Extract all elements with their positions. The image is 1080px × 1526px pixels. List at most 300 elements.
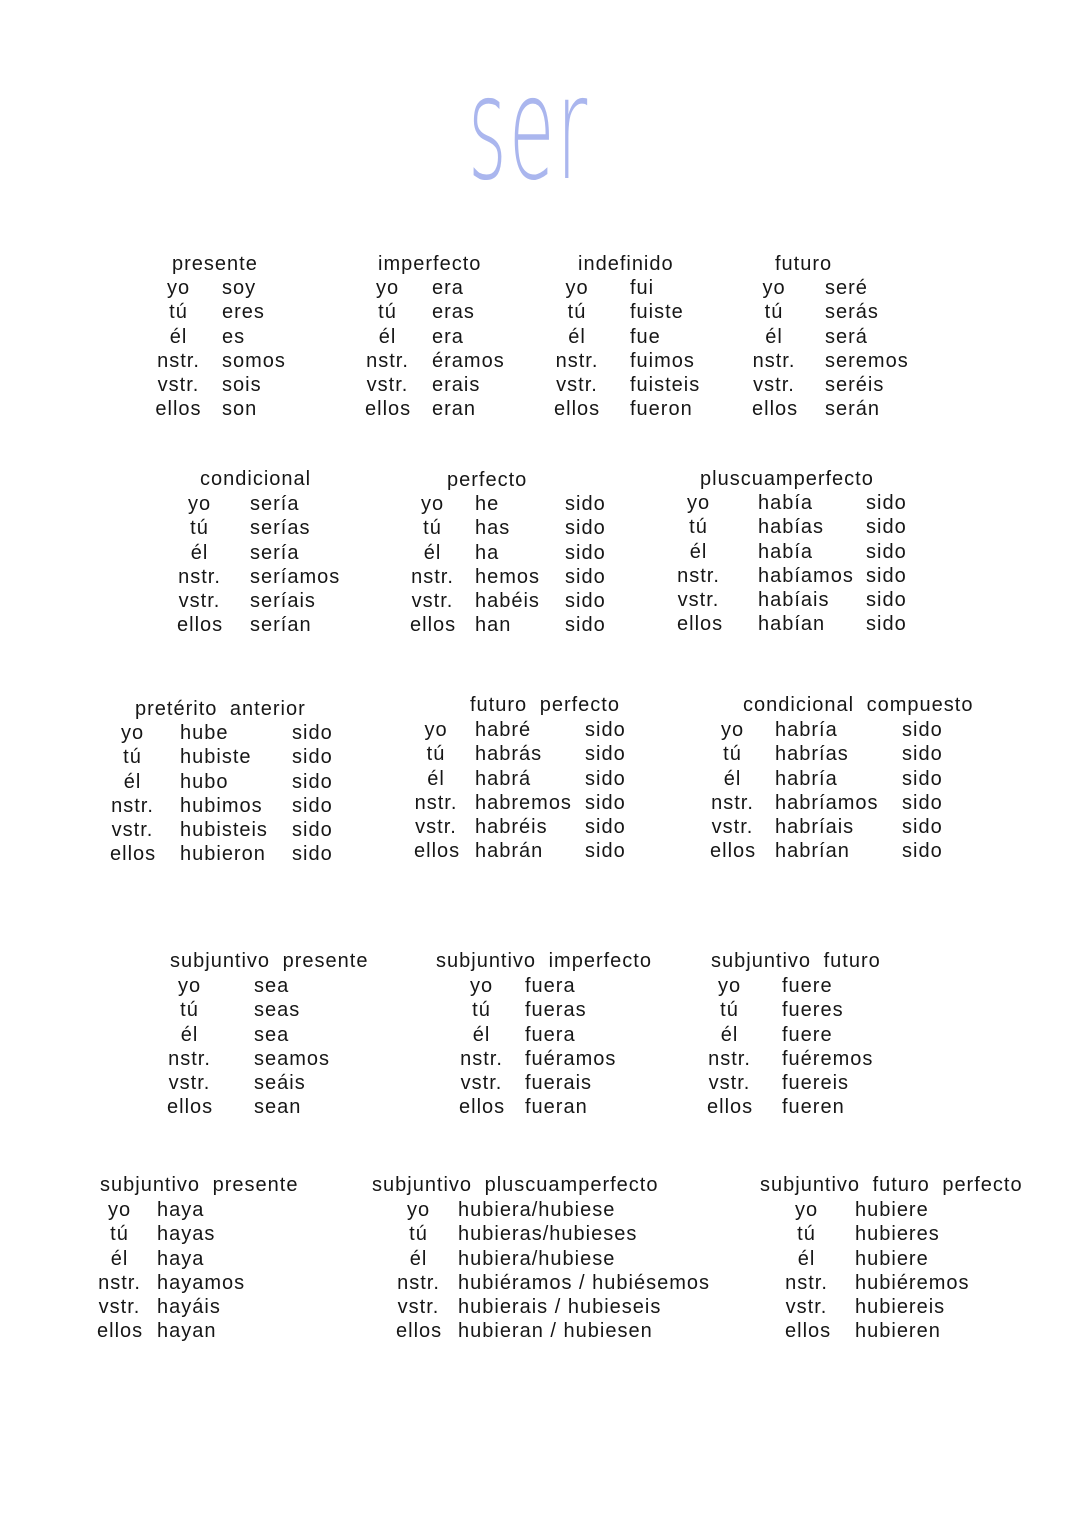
pronoun: vstr. [460,1072,503,1095]
participle: sido [902,743,943,766]
pronoun: ellos [110,843,157,866]
verb-form: hayáis [157,1296,221,1319]
verb-form: son [222,398,258,421]
pronoun: nstr. [460,1047,503,1070]
participle: sido [866,516,907,539]
participle: sido [585,791,626,814]
conjugation-row [710,815,1040,839]
tense-heading: subjuntivo imperfecto [436,950,652,972]
pronoun: nstr. [157,349,200,372]
conjugation-row [97,1198,427,1222]
pronoun: yo [420,493,445,515]
conjugation-list [396,1198,726,1344]
pronoun: nstr. [411,565,454,588]
pronoun: yo [469,975,494,997]
verb-form: fuera [525,975,576,997]
verb-form: hubiéramos / hubiésemos [458,1271,711,1294]
pronoun: yo [120,722,145,744]
verb-form: había [758,492,814,514]
conjugation-row [752,300,1080,324]
pronoun: vstr. [711,816,754,839]
conjugation-list [707,974,1037,1120]
pronoun: vstr. [708,1072,751,1095]
participle: sido [902,791,943,814]
verb-form: sería [250,493,300,515]
pronoun: yo [565,277,589,299]
conjugation-row [167,1047,497,1071]
verb-form: hubiere [855,1199,929,1221]
pronoun: él [110,1247,129,1270]
conjugation-row [752,325,1080,349]
tense-heading: imperfecto [378,253,482,275]
conjugation-row [707,1071,1037,1095]
conjugation-row [707,1047,1037,1071]
verb-form: fueron [630,398,693,421]
conjugation-row [710,742,1040,766]
participle: sido [292,746,333,769]
verb-form: hubierais / hubieseis [458,1296,662,1319]
verb-form: he [475,493,500,515]
conjugation-row [167,1023,497,1047]
conjugation-row [396,1319,726,1343]
pronoun: ellos [155,398,202,421]
pronoun: ellos [677,613,724,636]
verb-form: era [432,325,464,348]
participle: sido [292,770,333,793]
conjugation-list [167,974,497,1120]
conjugation-row [677,491,1007,515]
verb-form: habías [758,516,825,539]
conjugation-row [710,767,1040,791]
conjugation-row [414,839,744,863]
pronoun: él [409,1247,428,1270]
verb-form: hemos [475,565,541,588]
pronoun: él [568,325,586,348]
verb-form: hubo [180,770,229,793]
verb-form: fueren [782,1096,845,1119]
verb-form: fue [630,325,661,348]
pronoun: yo [794,1199,819,1221]
verb-form: hubieran / hubiesen [458,1320,653,1343]
conjugation-row [97,1271,427,1295]
pronoun: tú [797,1223,816,1246]
pronoun: tú [426,743,446,766]
pronoun: ellos [410,614,457,637]
conjugation-row [414,791,744,815]
verb-form: hayamos [157,1271,246,1294]
verb-form: hubieren [855,1320,941,1343]
conjugation-row [97,1295,427,1319]
conjugation-row [414,767,744,791]
pronoun: él [169,325,188,348]
verb-form: hube [180,722,229,744]
verb-form: fuéramos [525,1047,617,1070]
conjugation-row [752,373,1080,397]
verb-form: soy [222,277,257,299]
conjugation-row [785,1295,1080,1319]
pronoun: él [423,541,442,564]
verb-form: seamos [254,1047,331,1070]
tense-heading: futuro perfecto [470,694,620,716]
pronoun: yo [686,492,711,514]
pronoun: vstr. [415,816,457,839]
pronoun: vstr. [397,1296,440,1319]
verb-form: fuiste [630,301,684,324]
verb-form: ha [475,541,500,564]
verb-form: hubimos [180,794,263,817]
pronoun: ellos [710,840,757,863]
pronoun: ellos [785,1320,832,1343]
verb-form: habré [475,719,532,741]
pronoun: vstr. [98,1296,141,1319]
participle: sido [565,493,606,515]
verb-form: hayan [157,1320,217,1343]
verb-form: hubieras/hubieses [458,1223,638,1246]
pronoun: nstr. [555,349,599,372]
tense-heading: subjuntivo presente [100,1174,299,1196]
verb-form: habrá [475,767,532,790]
pronoun: tú [378,301,397,324]
pronoun: tú [723,743,742,766]
conjugation-row [97,1222,427,1246]
participle: sido [585,767,626,790]
verb-form: fuéremos [782,1047,874,1070]
pronoun: él [797,1247,816,1270]
verb-form: seremos [825,349,909,372]
pronoun: yo [762,277,786,299]
pronoun: él [378,325,397,348]
pronoun: nstr. [711,791,754,814]
tense-heading: subjuntivo pluscuamperfecto [372,1174,659,1196]
tense-heading: futuro [775,253,833,275]
tense-heading: subjuntivo presente [170,950,369,972]
verb-form: fuerais [525,1072,593,1095]
verb-form: fuere [782,975,833,997]
verb-form: sean [254,1096,302,1119]
conjugation-row [110,745,440,769]
conjugation-row [707,974,1037,998]
verb-form: habíamos [758,564,854,587]
conjugation-row [110,721,440,745]
conjugation-row [785,1271,1080,1295]
verb-form: hubieres [855,1223,940,1246]
verb-form: sería [250,541,300,564]
pronoun: él [765,325,783,348]
tense-heading: pluscuamperfecto [700,468,874,490]
participle: sido [565,541,606,564]
participle: sido [565,565,606,588]
pronoun: yo [717,975,742,997]
pronoun: yo [107,1199,132,1221]
participle: sido [902,767,943,790]
pronoun: nstr. [98,1271,141,1294]
verb-form: han [475,614,512,637]
participle: sido [292,722,333,744]
pronoun: tú [472,999,491,1022]
verb-form: serás [825,301,879,324]
conjugation-row [710,791,1040,815]
verb-form: haya [157,1247,205,1270]
verb-form: somos [222,349,286,372]
pronoun: nstr. [414,791,458,814]
verb-form: hubiera/hubiese [458,1247,616,1270]
conjugation-row [707,998,1037,1022]
pronoun: tú [110,1223,129,1246]
verb-form: eres [222,301,265,324]
pronoun: tú [689,516,708,539]
verb-form: habíais [758,589,830,612]
verb-form: haya [157,1199,205,1221]
verb-form: seré [825,277,868,299]
verb-form: habría [775,719,838,741]
pronoun: nstr. [366,349,409,372]
pronoun: ellos [167,1096,214,1119]
verb-form: seas [254,999,301,1022]
conjugation-row [752,276,1080,300]
conjugation-row [110,770,440,794]
participle: sido [902,840,943,863]
participle: sido [585,743,626,766]
verb-form: habríais [775,816,855,839]
pronoun: yo [406,1199,431,1221]
verb-form: sea [254,975,290,997]
conjugation-row [396,1222,726,1246]
pronoun: ellos [396,1320,443,1343]
conjugation-list [677,491,1007,637]
conjugation-row [167,974,497,998]
conjugation-row [707,1095,1037,1119]
participle: sido [565,517,606,540]
pronoun: yo [177,975,202,997]
pronoun: él [472,1023,491,1046]
pronoun: vstr. [366,374,409,397]
pronoun: tú [423,517,442,540]
conjugation-row [97,1319,427,1343]
verb-form: erais [432,374,481,397]
conjugation-row [110,818,440,842]
participle: sido [866,613,907,636]
conjugation-row [677,564,1007,588]
participle: sido [902,816,943,839]
verb-form: habrán [475,840,544,863]
participle: sido [866,564,907,587]
pronoun: ellos [554,398,601,421]
tense-heading: pretérito anterior [135,698,306,720]
conjugation-row [785,1247,1080,1271]
participle: sido [585,719,626,741]
conjugation-row [414,742,744,766]
pronoun: nstr. [178,565,221,588]
pronoun: ellos [459,1096,506,1119]
pronoun: ellos [414,840,461,863]
pronoun: él [180,1023,199,1046]
pronoun: nstr. [708,1047,751,1070]
pronoun: vstr. [178,590,221,613]
conjugation-row [97,1247,427,1271]
verb-form: fueran [525,1096,588,1119]
verb-form: serían [250,614,312,637]
verb-form: fuimos [630,349,695,372]
verb-form: habrías [775,743,849,766]
tense-heading: subjuntivo futuro perfecto [760,1174,1023,1196]
verb-form: seríamos [250,565,341,588]
verb-form: habéis [475,590,540,613]
participle: sido [292,794,333,817]
conjugation-row [677,515,1007,539]
pronoun: vstr. [157,374,200,397]
conjugation-row [707,1023,1037,1047]
verb-form: es [222,325,246,348]
pronoun: ellos [707,1096,754,1119]
verb-form: fuereis [782,1072,850,1095]
pronoun: nstr. [397,1271,440,1294]
verb-form: era [432,277,464,299]
tense-heading: indefinido [578,253,674,275]
verb-form: serías [250,517,311,540]
participle: sido [866,540,907,563]
pronoun: él [723,767,742,790]
pronoun: tú [409,1223,428,1246]
verb-form: fuera [525,1023,576,1046]
pronoun: nstr. [168,1047,211,1070]
verb-form: habría [775,767,838,790]
verb-form: eran [432,398,477,421]
conjugation-row [414,718,744,742]
tense-heading: subjuntivo futuro [711,950,881,972]
verb-form: habríamos [775,791,879,814]
pronoun: ellos [752,398,799,421]
verb-form: hubisteis [180,819,268,842]
pronoun: él [689,540,708,563]
verb-form: serán [825,398,881,421]
pronoun: yo [375,277,400,299]
conjugation-row [110,794,440,818]
verb-form: sea [254,1023,290,1046]
participle: sido [585,816,626,839]
conjugation-row [167,1071,497,1095]
verb-form: has [475,517,511,540]
verb-form: habrás [475,743,543,766]
participle: sido [565,614,606,637]
pronoun: yo [166,277,191,299]
pronoun: nstr. [111,794,154,817]
conjugation-list [110,721,440,867]
conjugation-row [167,1095,497,1119]
verb-form: fui [630,277,655,299]
tense-heading: condicional compuesto [743,694,974,716]
conjugation-row [396,1198,726,1222]
conjugation-row [785,1319,1080,1343]
verb-form: hubiéremos [855,1271,970,1294]
pronoun: vstr. [556,374,598,397]
verb-form: hayas [157,1223,216,1246]
verb-form: éramos [432,349,505,372]
verb-form: hubiere [855,1247,929,1270]
verb-form: sois [222,374,262,397]
verb-form: hubiste [180,746,252,769]
pronoun: vstr. [111,819,154,842]
pronoun: tú [567,301,587,324]
verb-form: fuisteis [630,374,701,397]
pronoun: yo [424,719,448,741]
pronoun: yo [187,493,212,515]
pronoun: nstr. [752,349,796,372]
conjugation-list [97,1198,427,1344]
verb-form: habrían [775,840,850,863]
pronoun: vstr. [677,589,720,612]
pronoun: tú [720,999,739,1022]
pronoun: él [427,767,445,790]
pronoun: tú [190,517,209,540]
tense-heading: perfecto [447,469,528,491]
participle: sido [565,590,606,613]
pronoun: nstr. [677,564,720,587]
conjugation-row [167,998,497,1022]
pronoun: él [123,770,142,793]
pronoun: ellos [177,614,224,637]
conjugation-row [396,1247,726,1271]
verb-form: eras [432,301,475,324]
participle: sido [866,589,907,612]
verb-form: hubiereis [855,1296,946,1319]
conjugation-row [785,1222,1080,1246]
verb-form: había [758,540,814,563]
participle: sido [866,492,907,514]
pronoun: tú [123,746,142,769]
verb-form: seríais [250,590,316,613]
pronoun: vstr. [168,1072,211,1095]
conjugation-row [677,540,1007,564]
verb-form: hubieron [180,843,266,866]
conjugation-row [110,842,440,866]
conjugation-row [414,815,744,839]
participle: sido [292,843,333,866]
conjugation-row [752,397,1080,421]
verb-form: habréis [475,816,548,839]
page-title: ser [468,45,590,212]
pronoun: tú [169,301,188,324]
pronoun: yo [720,719,745,741]
conjugation-row [710,718,1040,742]
pronoun: ellos [365,398,412,421]
pronoun: tú [180,999,199,1022]
verb-form: fuere [782,1023,833,1046]
participle: sido [902,719,943,741]
verb-form: seáis [254,1072,306,1095]
conjugation-list [414,718,744,864]
pronoun: tú [764,301,784,324]
tense-heading: condicional [200,468,312,490]
conjugation-row [396,1271,726,1295]
pronoun: vstr. [411,590,454,613]
conjugation-row [710,839,1040,863]
verb-form: hubiera/hubiese [458,1199,616,1221]
pronoun: él [720,1023,739,1046]
verb-form: será [825,325,868,348]
conjugation-row [785,1198,1080,1222]
conjugation-row [752,349,1080,373]
pronoun: él [190,541,209,564]
pronoun: vstr. [785,1296,828,1319]
verb-form: fueras [525,999,587,1022]
conjugation-list [710,718,1040,864]
verb-form: seréis [825,374,885,397]
conjugation-row [396,1295,726,1319]
tense-heading: presente [172,253,258,275]
pronoun: ellos [97,1320,144,1343]
conjugation-row [677,612,1007,636]
conjugation-row [677,588,1007,612]
